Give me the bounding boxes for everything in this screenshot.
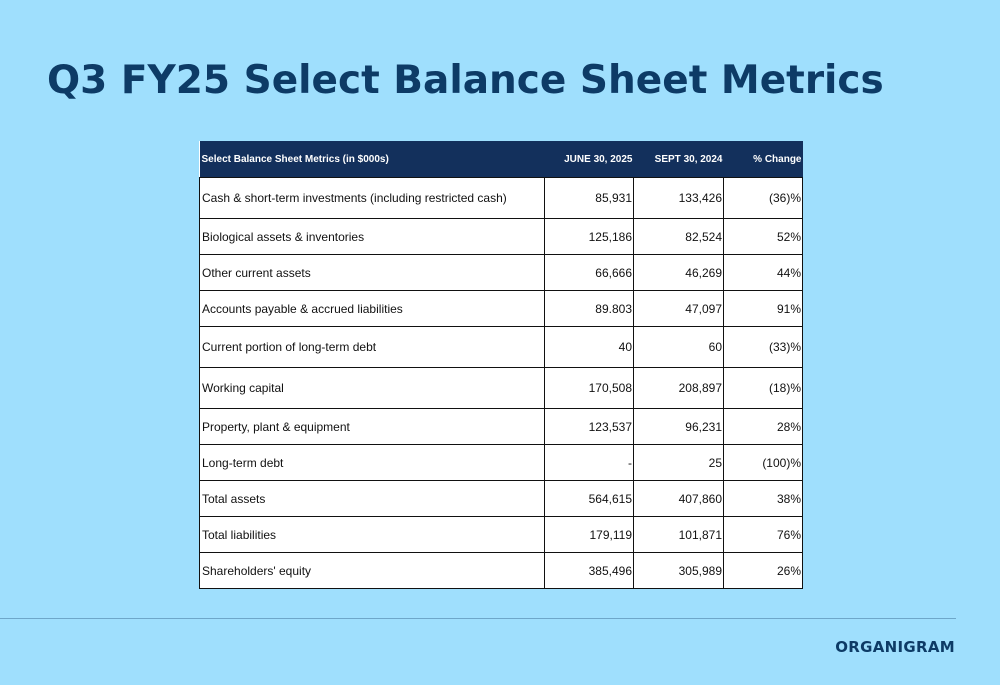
june-2025-value: 170,508 — [545, 368, 634, 409]
sept-2024-value: 47,097 — [634, 291, 724, 327]
row-label: Property, plant & equipment — [200, 409, 545, 445]
header-percent-change: % Change — [724, 141, 803, 178]
june-2025-value: 564,615 — [545, 481, 634, 517]
row-label: Cash & short-term investments (including restricted cash) — [200, 178, 545, 219]
table-row — [200, 255, 803, 291]
percent-change-value: (100)% — [724, 445, 803, 481]
row-label: Biological assets & inventories — [200, 219, 545, 255]
percent-change-value: 38% — [724, 481, 803, 517]
table-header-row — [200, 141, 803, 178]
footer-divider — [0, 618, 956, 619]
table-row — [200, 368, 803, 409]
sept-2024-value: 133,426 — [634, 178, 724, 219]
sept-2024-value: 208,897 — [634, 368, 724, 409]
june-2025-value: 89.803 — [545, 291, 634, 327]
percent-change-value: 28% — [724, 409, 803, 445]
row-label: Current portion of long-term debt — [200, 327, 545, 368]
june-2025-value: - — [545, 445, 634, 481]
sept-2024-value: 407,860 — [634, 481, 724, 517]
sept-2024-value: 101,871 — [634, 517, 724, 553]
table-row — [200, 219, 803, 255]
june-2025-value: 40 — [545, 327, 634, 368]
row-label: Total assets — [200, 481, 545, 517]
row-label: Shareholders' equity — [200, 553, 545, 589]
header-june-2025: JUNE 30, 2025 — [545, 141, 634, 178]
percent-change-value: (33)% — [724, 327, 803, 368]
june-2025-value: 66,666 — [545, 255, 634, 291]
percent-change-value: 52% — [724, 219, 803, 255]
slide-title: Q3 FY25 Select Balance Sheet Metrics — [47, 58, 884, 103]
table-row — [200, 327, 803, 368]
percent-change-value: 44% — [724, 255, 803, 291]
table-row — [200, 481, 803, 517]
sept-2024-value: 96,231 — [634, 409, 724, 445]
percent-change-value: 26% — [724, 553, 803, 589]
row-label: Long-term debt — [200, 445, 545, 481]
sept-2024-value: 46,269 — [634, 255, 724, 291]
june-2025-value: 125,186 — [545, 219, 634, 255]
table-row — [200, 409, 803, 445]
table-row — [200, 178, 803, 219]
header-sept-2024: SEPT 30, 2024 — [634, 141, 724, 178]
organigram-logo: ORGANIGRAM — [835, 638, 955, 656]
percent-change-value: 91% — [724, 291, 803, 327]
row-label: Accounts payable & accrued liabilities — [200, 291, 545, 327]
percent-change-value: 76% — [724, 517, 803, 553]
row-label: Working capital — [200, 368, 545, 409]
sept-2024-value: 82,524 — [634, 219, 724, 255]
table-row — [200, 445, 803, 481]
percent-change-value: (18)% — [724, 368, 803, 409]
table-row — [200, 517, 803, 553]
june-2025-value: 385,496 — [545, 553, 634, 589]
sept-2024-value: 60 — [634, 327, 724, 368]
row-label: Total liabilities — [200, 517, 545, 553]
balance-sheet-table — [199, 141, 803, 589]
table-row — [200, 291, 803, 327]
june-2025-value: 179,119 — [545, 517, 634, 553]
sept-2024-value: 305,989 — [634, 553, 724, 589]
june-2025-value: 85,931 — [545, 178, 634, 219]
june-2025-value: 123,537 — [545, 409, 634, 445]
row-label: Other current assets — [200, 255, 545, 291]
sept-2024-value: 25 — [634, 445, 724, 481]
header-metric: Select Balance Sheet Metrics (in $000s) — [200, 141, 545, 178]
table-row — [200, 553, 803, 589]
percent-change-value: (36)% — [724, 178, 803, 219]
